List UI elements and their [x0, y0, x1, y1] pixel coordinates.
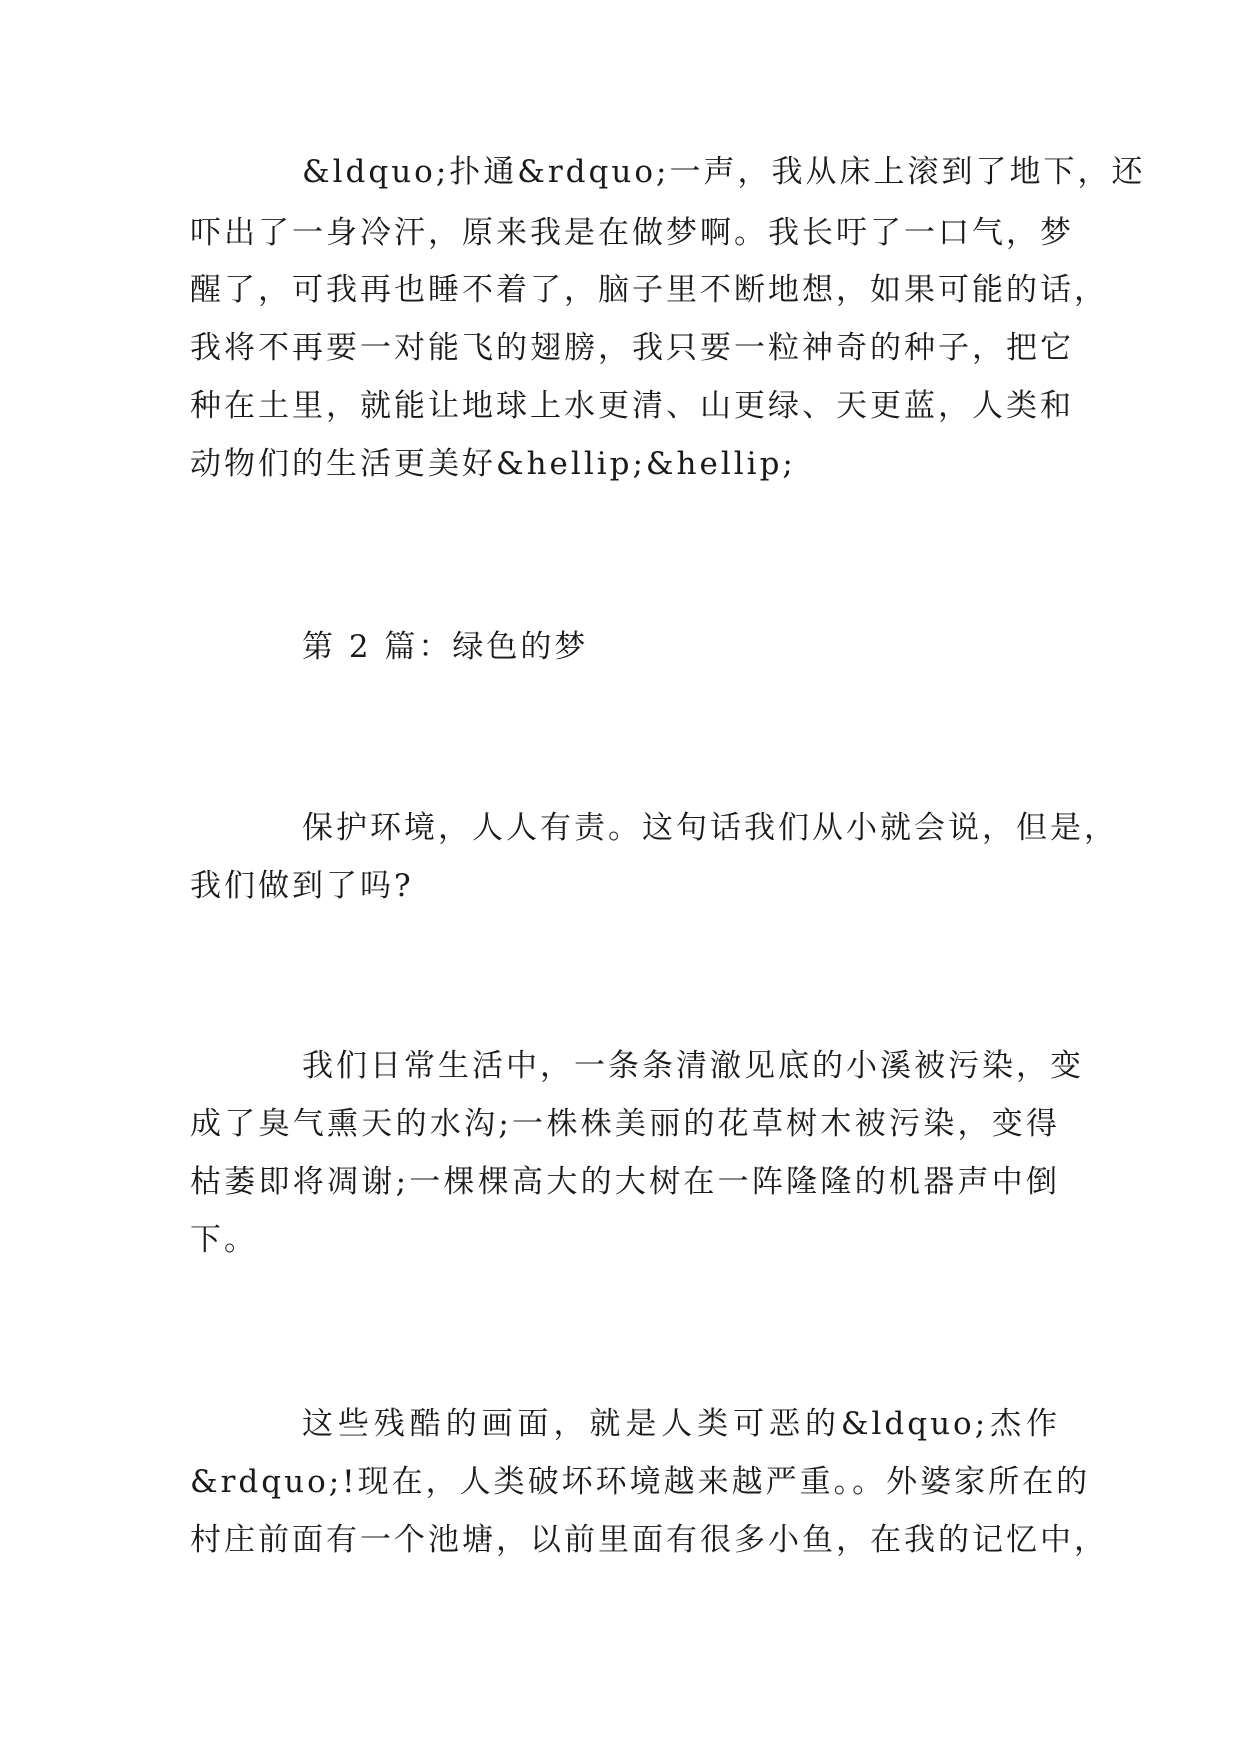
paragraph-1-line-1: &ldquo;扑通&rdquo;一声，我从床上滚到了地下，还 [302, 154, 1146, 190]
paragraph-1-line-4: 我将不再要一对能飞的翅膀，我只要一粒神奇的种子，把它 [190, 330, 1074, 366]
paragraph-2-line-2: 我们做到了吗? [190, 868, 414, 904]
paragraph-1-line-3: 醒了，可我再也睡不着了，脑子里不断地想，如果可能的话， [190, 272, 1108, 308]
paragraph-2-line-1: 保护环境，人人有责。这句话我们从小就会说，但是， [302, 810, 1118, 846]
paragraph-3-line-4: 下。 [190, 1222, 258, 1258]
section-heading: 第 2 篇：绿色的梦 [302, 629, 589, 665]
paragraph-4-line-2: &rdquo;!现在，人类破坏环境越来越严重。。外婆家所在的 [190, 1464, 1091, 1500]
paragraph-4-line-3: 村庄前面有一个池塘，以前里面有很多小鱼，在我的记忆中， [190, 1522, 1108, 1558]
paragraph-1-line-2: 吓出了一身冷汗，原来我是在做梦啊。我长吁了一口气，梦 [190, 215, 1074, 251]
paragraph-1-line-6: 动物们的生活更美好&hellip;&hellip; [190, 446, 796, 482]
paragraph-3-line-2: 成了臭气熏天的水沟;一株株美丽的花草树木被污染，变得 [190, 1106, 1060, 1142]
paragraph-4-line-1: 这些残酷的画面，就是人类可恶的&ldquo;杰作 [302, 1406, 1060, 1442]
paragraph-3-line-1: 我们日常生活中，一条条清澈见底的小溪被污染，变 [302, 1048, 1084, 1084]
paragraph-3-line-3: 枯萎即将凋谢;一棵棵高大的大树在一阵隆隆的机器声中倒 [190, 1164, 1060, 1200]
paragraph-1-line-5: 种在土里，就能让地球上水更清、山更绿、天更蓝，人类和 [190, 388, 1074, 424]
